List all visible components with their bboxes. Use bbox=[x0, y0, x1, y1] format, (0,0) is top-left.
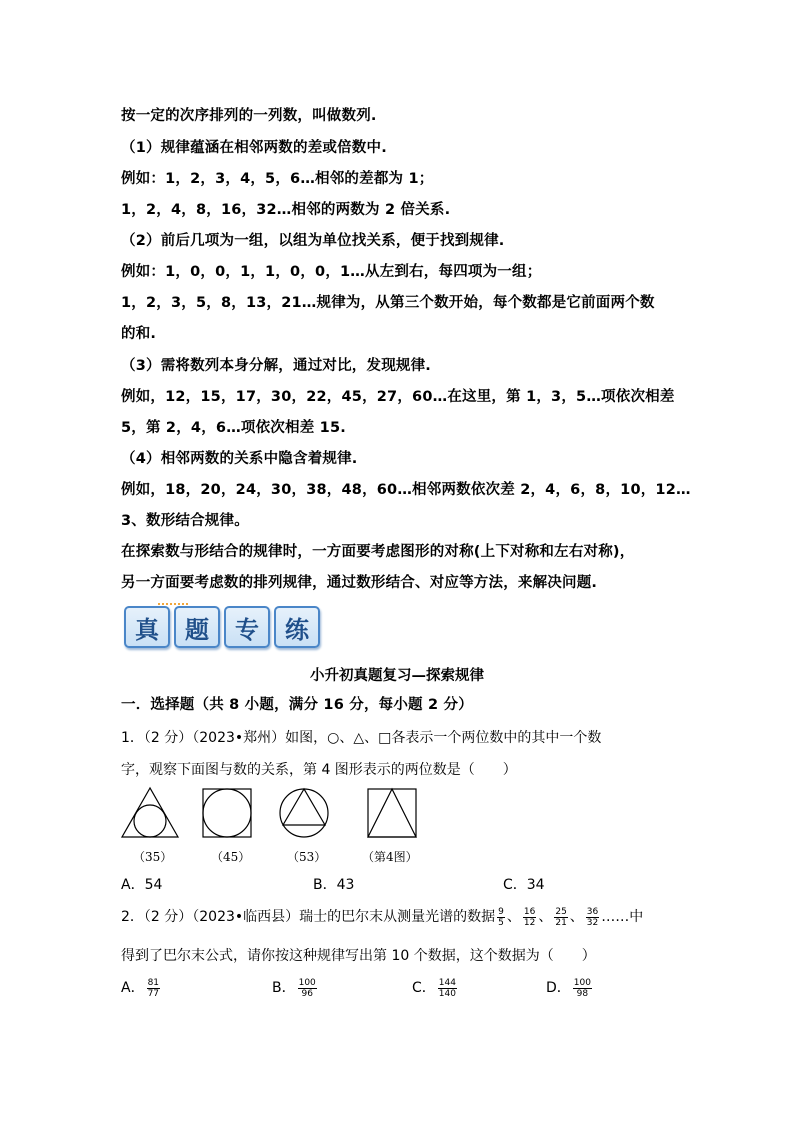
figure-square-circle bbox=[203, 789, 251, 837]
numerator: 9 bbox=[498, 906, 504, 917]
banner-tile: 题 bbox=[174, 606, 220, 648]
example-2b: 1，2，3，5，8，13，21…规律为，从第三个数开始，每个数都是它前面两个数 bbox=[121, 295, 655, 311]
numerator: 36 bbox=[586, 906, 599, 917]
section-heading: 一．选择题（共 8 小题，满分 16 分，每小题 2 分） bbox=[121, 697, 473, 713]
figure-circle-triangle bbox=[280, 789, 328, 837]
numerator: 100 bbox=[573, 977, 591, 988]
denominator: 12 bbox=[523, 917, 536, 928]
numerator: 16 bbox=[523, 906, 536, 917]
rule-3: （3）需将数列本身分解，通过对比，发现规律. bbox=[121, 358, 431, 374]
fraction bbox=[438, 978, 457, 999]
numerator: 144 bbox=[438, 977, 456, 988]
example-1a: 例如：1，2，3，4，5，6…相邻的差都为 1； bbox=[121, 171, 434, 187]
intro-line: 按一定的次序排列的一列数，叫做数列. bbox=[121, 108, 377, 124]
fraction bbox=[497, 907, 505, 928]
option-label: D． bbox=[546, 980, 571, 996]
exam-title: 小升初真题复习—探索规律 bbox=[310, 668, 484, 684]
separator: ……中 bbox=[601, 909, 644, 925]
question-1-line-1: 1．（2 分）（2023•郑州）如图，○、△、□各表示一个两位数中的其中一个数 bbox=[121, 730, 602, 746]
example-3a: 例如，12，15，17，30，22，45，27，60…在这里，第 1，3，5…项依次相差 bbox=[121, 389, 675, 405]
figure-triangle-circle bbox=[122, 788, 178, 837]
question-2-option-b[interactable] bbox=[272, 977, 319, 999]
fraction bbox=[523, 907, 536, 928]
figure-square-triangle bbox=[368, 789, 416, 837]
numerator: 100 bbox=[298, 977, 316, 988]
option-label: C． bbox=[412, 980, 436, 996]
denominator: 5 bbox=[498, 917, 504, 928]
numerator: 81 bbox=[147, 977, 160, 988]
numerator: 25 bbox=[555, 906, 567, 917]
question-1-option-c[interactable]: C．34 bbox=[503, 877, 545, 893]
figure-caption: （45） bbox=[211, 850, 251, 864]
figure-caption: （35） bbox=[133, 850, 173, 864]
fraction bbox=[586, 907, 599, 928]
denominator: 32 bbox=[586, 917, 599, 928]
rule-1: （1）规律蕴涵在相邻两数的差或倍数中. bbox=[121, 140, 387, 156]
denominator: 77 bbox=[147, 988, 160, 999]
paragraph-line-2: 另一方面要考虑数的排列规律，通过数形结合、对应等方法，来解决问题. bbox=[121, 575, 598, 591]
fraction bbox=[554, 907, 567, 928]
example-1b: 1，2，4，8，16，32…相邻的两数为 2 倍关系. bbox=[121, 202, 451, 218]
fraction bbox=[147, 978, 160, 999]
example-2a: 例如：1，0，0，1，1，0，0，1…从左到右，每四项为一组； bbox=[121, 264, 542, 280]
paragraph-line-1: 在探索数与形结合的规律时，一方面要考虑图形的对称(上下对称和左右对称)， bbox=[121, 544, 635, 560]
banner-tile: 专 bbox=[224, 606, 270, 648]
denominator: 96 bbox=[301, 988, 313, 999]
section-3-heading: 3、数形结合规律。 bbox=[121, 513, 249, 529]
question-1-option-b[interactable]: B．43 bbox=[313, 877, 355, 893]
question-2-option-d[interactable] bbox=[546, 977, 594, 999]
rule-4: （4）相邻两数的关系中隐含着规律. bbox=[121, 451, 358, 467]
rule-2: （2）前后几项为一组，以组为单位找关系，便于找到规律. bbox=[121, 233, 505, 249]
option-label: B． bbox=[272, 980, 296, 996]
fraction bbox=[298, 978, 317, 999]
separator: 、 bbox=[538, 909, 553, 925]
question-2-option-c[interactable] bbox=[412, 977, 459, 999]
fraction bbox=[573, 978, 592, 999]
question-1-line-2: 字，观察下面图与数的关系，第 4 图形表示的两位数是（ ） bbox=[121, 762, 517, 778]
banner-tile: 练 bbox=[274, 606, 320, 648]
example-4a: 例如，18，20，24，30，38，48，60…相邻两数依次差 2，4，6，8，10，12… bbox=[121, 482, 691, 498]
option-label: A． bbox=[121, 980, 145, 996]
practice-banner bbox=[124, 606, 320, 648]
banner-tile: 真 bbox=[124, 606, 170, 648]
figure-caption: （53） bbox=[287, 850, 327, 864]
example-2c: 的和. bbox=[121, 326, 157, 342]
example-3b: 5，第 2，4，6…项依次相差 15. bbox=[121, 420, 346, 436]
question-2-line-2: 得到了巴尔末公式，请你按这种规律写出第 10 个数据，这个数据为（ ） bbox=[121, 948, 596, 964]
denominator: 140 bbox=[438, 988, 456, 999]
question-2-prefix: 2．（2 分）（2023•临西县）瑞士的巴尔末从测量光谱的数据 bbox=[121, 909, 496, 925]
denominator: 21 bbox=[555, 917, 567, 928]
separator: 、 bbox=[506, 909, 521, 925]
question-2-line-1 bbox=[121, 906, 643, 928]
question-2-option-a[interactable] bbox=[121, 977, 162, 999]
figure-caption: （第4图） bbox=[362, 850, 418, 864]
question-1-figures bbox=[118, 786, 428, 842]
question-1-option-a[interactable]: A．54 bbox=[121, 877, 163, 893]
denominator: 98 bbox=[576, 988, 589, 999]
separator: 、 bbox=[569, 909, 584, 925]
